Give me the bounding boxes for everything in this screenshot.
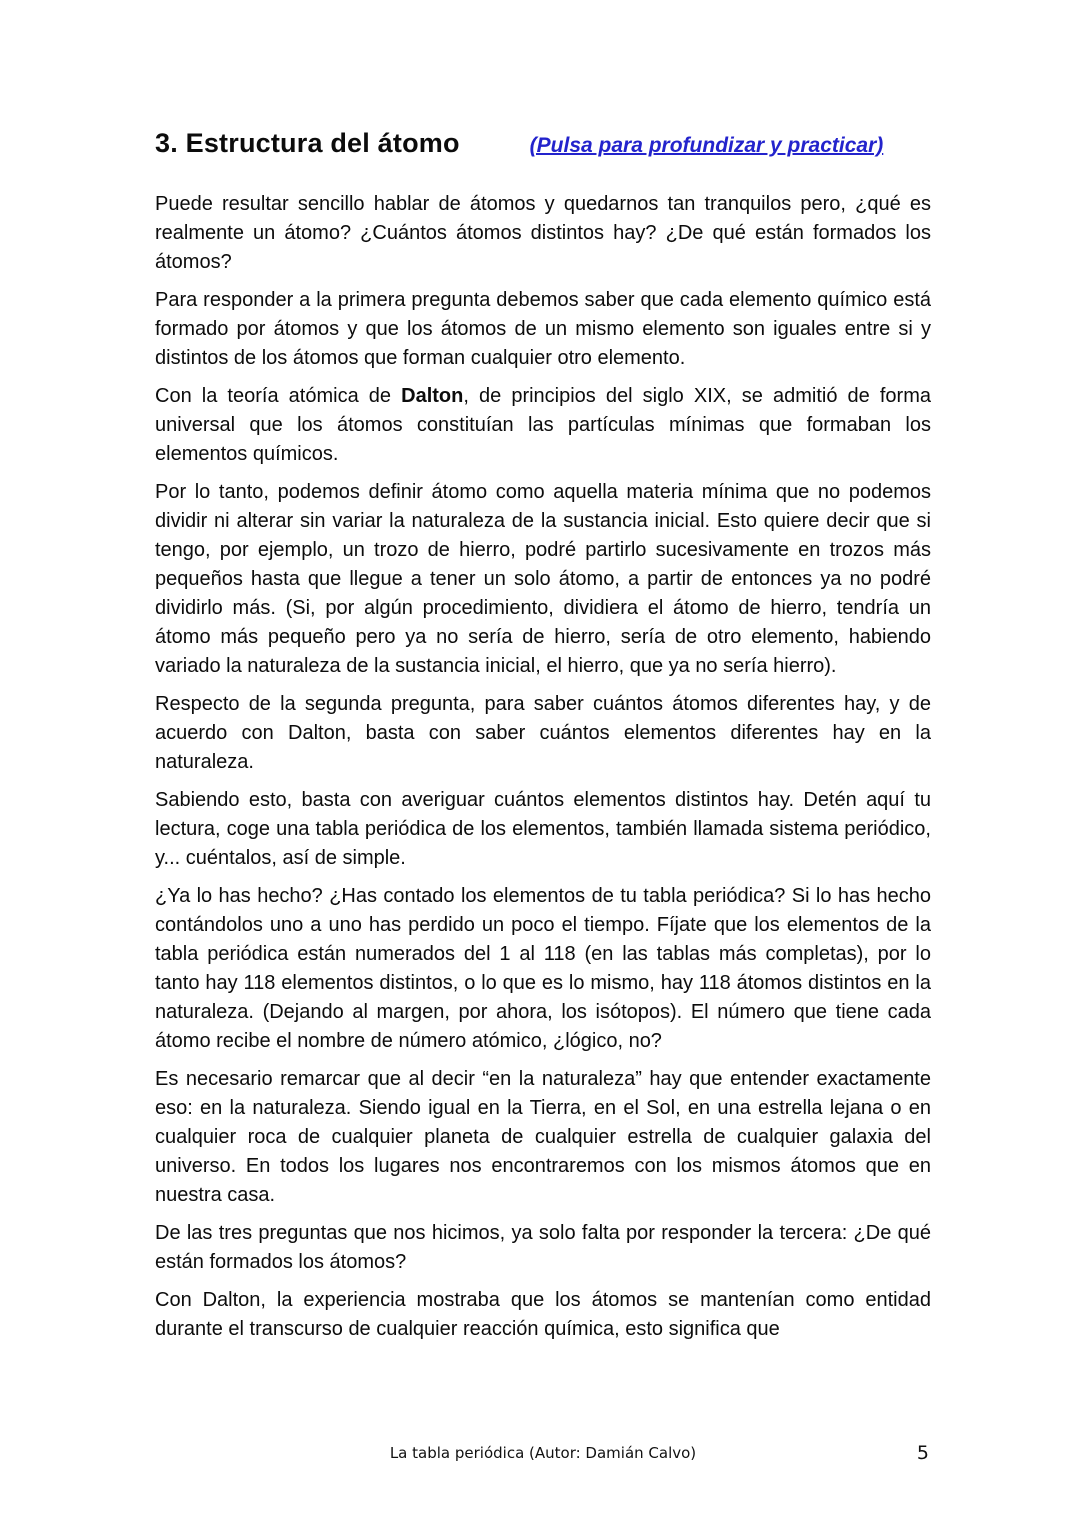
paragraph-first-question: Para responder a la primera pregunta debemos saber que cada elemento químico está formado por átomos y que los átomos de un mismo elemento son iguales entre si y distintos de los átomos que forman cualquier otro elemento. bbox=[155, 289, 931, 369]
body-text bbox=[155, 190, 931, 1344]
paragraph-in-nature: Es necesario remarcar que al decir “en la naturaleza” hay que entender exactamente eso: en la naturaleza. Siendo igual en la Tierra, en el Sol, en una estrella lejana o en cualquier roca de cualquier planeta de cualquier estrella de cualquier galaxia del universo. En todos los lugares nos encontraremos con los mismos átomos que en nuestra casa. bbox=[155, 1068, 931, 1206]
page-content bbox=[155, 128, 931, 1353]
paragraph-third-question: De las tres preguntas que nos hicimos, ya solo falta por responder la tercera: ¿De qué están formados los átomos? bbox=[155, 1222, 931, 1273]
paragraph-dalton-theory bbox=[155, 382, 931, 469]
section-title: 3. Estructura del átomo bbox=[155, 128, 460, 158]
paragraph-118-elements: ¿Ya lo has hecho? ¿Has contado los elementos de tu tabla periódica? Si lo has hecho contándolos uno a uno has perdido un poco el tiempo. Fíjate que los elementos de la tabla periódica están numerados del 1 al 118 (en las tablas más completas), por lo tanto hay 118 elementos distintos, o lo que es lo mismo, hay 118 átomos distintos en la naturaleza. (Dejando al margen, por ahora, los isótopos). El número que tiene cada átomo recibe el nombre de número atómico, ¿lógico, no? bbox=[155, 885, 931, 1052]
page-footer bbox=[155, 1444, 931, 1462]
footer-caption: La tabla periódica (Autor: Damián Calvo) bbox=[389, 1444, 697, 1462]
paragraph-intro-questions: Puede resultar sencillo hablar de átomos y quedarnos tan tranquilos pero, ¿qué es realmente un átomo? ¿Cuántos átomos distintos hay? ¿De qué están formados los átomos? bbox=[155, 193, 931, 273]
page-number: 5 bbox=[916, 1442, 929, 1464]
section-heading bbox=[155, 128, 931, 159]
paragraph-count-elements: Sabiendo esto, basta con averiguar cuántos elementos distintos hay. Detén aquí tu lectura, coge una tabla periódica de los elementos, también llamada sistema periódico, y... cuéntalos, así de simple. bbox=[155, 789, 931, 869]
paragraph-dalton-bold: Dalton bbox=[401, 385, 464, 407]
paragraph-dalton-post: , de principios del siglo XIX, se admitió de forma universal que los átomos constituían las partículas mínimas que formaban los elementos químicos. bbox=[155, 385, 931, 465]
paragraph-second-question: Respecto de la segunda pregunta, para saber cuántos átomos diferentes hay, y de acuerdo con Dalton, basta con saber cuántos elementos diferentes hay en la naturaleza. bbox=[155, 693, 931, 773]
paragraph-dalton-experience: Con Dalton, la experiencia mostraba que los átomos se mantenían como entidad durante el transcurso de cualquier reacción química, esto significa que bbox=[155, 1289, 931, 1340]
paragraph-dalton-pre: Con la teoría atómica de bbox=[155, 385, 402, 407]
paragraph-atom-definition: Por lo tanto, podemos definir átomo como aquella materia mínima que no podemos dividir ni alterar sin variar la naturaleza de la sustancia inicial. Esto quiere decir que si tengo, por ejemplo, un trozo de hierro, podré partirlo sucesivamente en trozos más pequeños hasta que llegue a tener un solo átomo, a partir de entonces ya no podré dividirlo más. (Si, por algún procedimiento, dividiera el átomo de hierro, tendría un átomo más pequeño pero ya no sería de hierro, sería de otro elemento, habiendo variado la naturaleza de la sustancia inicial, el hierro, que ya no sería hierro). bbox=[155, 481, 931, 677]
practice-link[interactable]: (Pulsa para profundizar y practicar) bbox=[529, 134, 884, 157]
